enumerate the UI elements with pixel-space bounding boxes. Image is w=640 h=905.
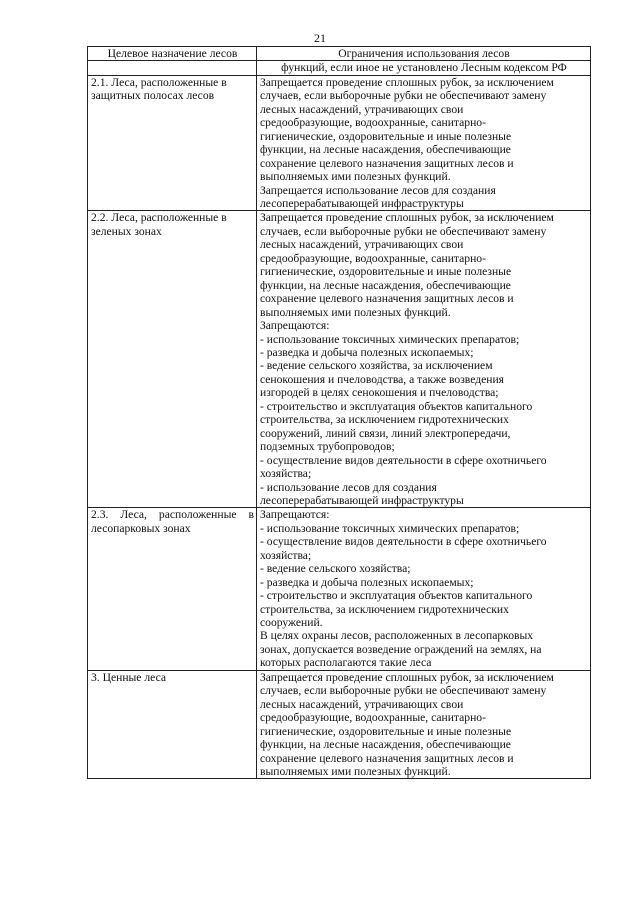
restriction-line: гигиенические, оздоровительные и иные полезные [260, 129, 512, 143]
restriction-line: - использование лесов для создания [260, 480, 437, 494]
restriction-line: сенокошения и пчеловодства, а также возведения [260, 372, 504, 386]
restriction-line: - использование токсичных химических препаратов; [260, 332, 520, 346]
forest-purpose-cell [88, 670, 257, 779]
restrictions-cell [257, 508, 591, 670]
restriction-line: Запрещается проведение сплошных рубок, за исключением [260, 75, 554, 89]
restriction-line: хозяйства; [260, 548, 312, 562]
restriction-line: зонах, допускается возведение ограждений на землях, на [260, 642, 542, 656]
restriction-line: лесных насаждений, утрачивающих свои [260, 102, 464, 116]
restriction-line: хозяйства; [260, 467, 312, 481]
restriction-line: лесных насаждений, утрачивающих свои [260, 697, 464, 711]
table-row [88, 211, 591, 508]
restriction-line: - строительство и эксплуатация объектов капитального [260, 399, 533, 413]
restriction-line: сохранение целевого назначения защитных лесов и [260, 156, 514, 170]
forest-purpose-line: лесопарковых зонах [91, 521, 191, 535]
restriction-line: сооружений. [260, 616, 323, 630]
restriction-line: Запрещаются: [260, 508, 330, 522]
forest-purpose-line: 3. Ценные леса [91, 670, 167, 684]
table-row [88, 508, 591, 670]
restriction-line: средообразующие, водоохранные, санитарно- [260, 116, 486, 130]
forest-purpose-cell [88, 75, 257, 211]
restrictions-column-header: Ограничения использования лесов [257, 47, 591, 61]
restriction-line: лесных насаждений, утрачивающих свои [260, 238, 464, 252]
restrictions-cell [257, 211, 591, 508]
restriction-line: Запрещаются: [260, 319, 330, 333]
restriction-line: подземных трубопроводов; [260, 440, 395, 454]
table-row [88, 75, 591, 211]
continuation-row [88, 61, 591, 75]
forest-purpose-cell [88, 508, 257, 670]
restriction-line: гигиенические, оздоровительные и иные полезные [260, 265, 512, 279]
restriction-line: случаев, если выборочные рубки не обеспечивают замену [260, 224, 547, 238]
restrictions-cell [257, 75, 591, 211]
restriction-line: средообразующие, водоохранные, санитарно- [260, 711, 486, 725]
restriction-line: Запрещается использование лесов для создания [260, 183, 496, 197]
restriction-line: функции, на лесные насаждения, обеспечивающие [260, 143, 511, 157]
restriction-line: выполняемых ими полезных функций. [260, 170, 451, 184]
forest-restrictions-table [87, 46, 591, 779]
restriction-line: функции, на лесные насаждения, обеспечивающие [260, 278, 511, 292]
restriction-line: сохранение целевого назначения защитных лесов и [260, 751, 514, 765]
table-header-row [88, 47, 591, 61]
restrictions-cell [257, 670, 591, 779]
restriction-line: которых располагаются такие леса [260, 656, 432, 670]
restriction-line: выполняемых ими полезных функций. [260, 765, 451, 779]
forest-purpose-line: 2.3. Леса, расположенные в [91, 508, 254, 522]
forest-purpose-line: зеленых зонах [91, 224, 162, 238]
restriction-line: - строительство и эксплуатация объектов капитального [260, 589, 533, 603]
restriction-line: - ведение сельского хозяйства, за исключением [260, 359, 493, 373]
forest-purpose-cell [88, 211, 257, 508]
restriction-line: случаев, если выборочные рубки не обеспечивают замену [260, 684, 547, 698]
forest-purpose-line: защитных полосах лесов [91, 89, 215, 103]
restriction-line: случаев, если выборочные рубки не обеспечивают замену [260, 89, 547, 103]
restriction-line: сохранение целевого назначения защитных лесов и [260, 292, 514, 306]
restriction-line: сооружений, линий связи, линий электропередачи, [260, 426, 511, 440]
restriction-line: - осуществление видов деятельности в сфере охотничьего [260, 453, 547, 467]
purpose-column-header: Целевое назначение лесов [88, 47, 257, 61]
restriction-line: В целях охраны лесов, расположенных в лесопарковых [260, 629, 534, 643]
restriction-line: строительства, за исключением гидротехнических [260, 413, 509, 427]
page-number: 21 [314, 31, 326, 45]
restriction-line: лесоперерабатывающей инфраструктуры [260, 196, 464, 210]
forest-purpose-line: 2.1. Леса, расположенные в [91, 75, 227, 89]
restriction-line: лесоперерабатывающей инфраструктуры [260, 493, 464, 507]
restriction-line: гигиенические, оздоровительные и иные полезные [260, 724, 512, 738]
restriction-line: средообразующие, водоохранные, санитарно- [260, 251, 486, 265]
restriction-line: - разведка и добыча полезных ископаемых; [260, 575, 474, 589]
restriction-line: - осуществление видов деятельности в сфере охотничьего [260, 535, 547, 549]
restriction-line: Запрещается проведение сплошных рубок, за исключением [260, 211, 554, 225]
restriction-line: строительства, за исключением гидротехнических [260, 602, 509, 616]
restriction-line: - ведение сельского хозяйства; [260, 562, 411, 576]
table-body [88, 61, 591, 779]
restriction-line: функции, на лесные насаждения, обеспечивающие [260, 738, 511, 752]
table-row [88, 670, 591, 779]
restriction-line: Запрещается проведение сплошных рубок, за исключением [260, 670, 554, 684]
forest-purpose-line: 2.2. Леса, расположенные в [91, 211, 227, 225]
continuation-text: функций, если иное не установлено Лесным кодексом РФ [257, 61, 591, 75]
restriction-line: - разведка и добыча полезных ископаемых; [260, 345, 474, 359]
restriction-line: - использование токсичных химических препаратов; [260, 521, 520, 535]
restriction-line: выполняемых ими полезных функций. [260, 305, 451, 319]
continuation-purpose-cell [88, 61, 257, 75]
restriction-line: изгородей в целях сенокошения и пчеловодства; [260, 386, 499, 400]
